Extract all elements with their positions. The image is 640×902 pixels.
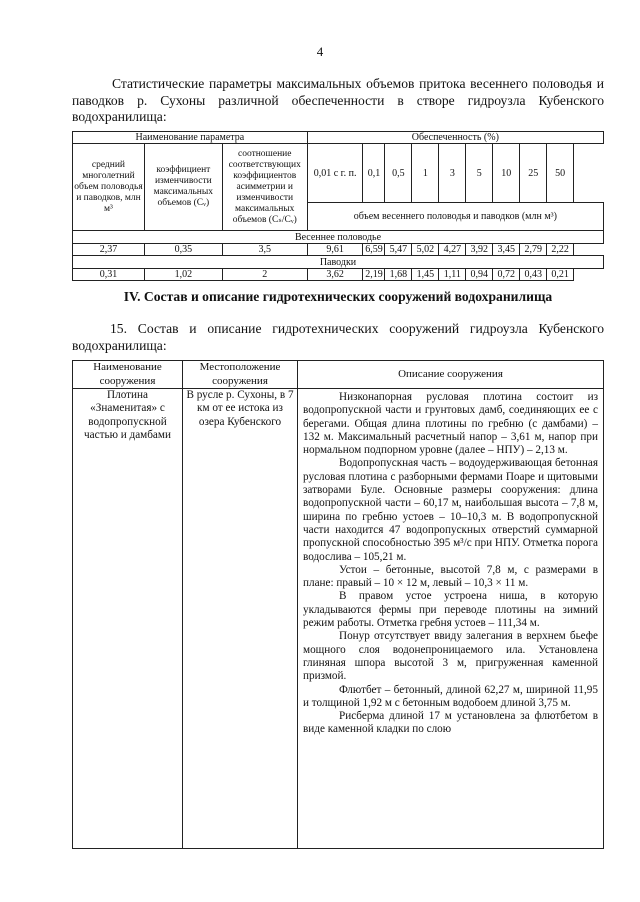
section-spring: Весеннее половодье [73,231,604,244]
table-cell: 0,21 [547,269,574,281]
statistics-table [72,131,604,281]
prob-0-5: 0,5 [385,144,412,203]
description-paragraph: Устои – бетонные, высотой 7,8 м, с размерами в плане: правый – 10 × 12 м, левый – 10,3 × 11 м. [303,563,598,590]
description-paragraph: Флютбет – бетонный, длиной 62,27 м, шириной 11,95 и толщиной 1,92 м с бетонным водобоем длиной 3,75 м. [303,683,598,709]
table-cell: 1,11 [439,269,466,281]
table-cell: 2 [222,269,307,281]
table-cell: 0,94 [466,269,493,281]
intro-paragraph: Статистические параметры максимальных объемов притока весеннего половодья и паводков р. Сухоны различной обеспеченности в створе гидроузла Кубенского водохранилища: [72,76,604,124]
header-structure-name: Наименование сооружения [73,361,183,389]
structure-description [298,389,604,849]
structure-location: В русле р. Сухоны, в 7 км от ее истока из озера Кубенского [183,389,298,849]
prob-50: 50 [547,144,574,203]
table-row-floods [73,269,604,281]
table-cell: 0,43 [520,269,547,281]
table-row-spring [73,244,604,256]
section-floods: Паводки [73,256,604,269]
prob-5: 5 [466,144,493,203]
table-cell: 3,92 [466,244,493,256]
table-cell: 2,79 [520,244,547,256]
header-parameter-name: Наименование параметра [73,132,308,144]
table-cell: 5,02 [412,244,439,256]
paragraph-15: 15. Состав и описание гидротехнических сооружений гидроузла Кубенского водохранилища: [72,321,604,353]
table-cell: 9,61 [307,244,363,256]
table-cell: 3,5 [222,244,307,256]
header-structure-description: Описание сооружения [298,361,604,389]
table-cell: 3,45 [493,244,520,256]
col-cv: коэффициент изменчивости максимальных объемов (Cᵥ) [144,144,222,231]
description-paragraph: Водопропускная часть – водоудерживающая бетонная русловая плотина с разборными фермами Поаре и щитовыми затворами Буле. Основные размеры сооружения: длина водопропускной части – 60,17 м, наибольшая высота – 7,8 м, ширина по гребню устоев – 10–10,3 м. В водопропускной части находится 47 водопропускных отверстий суммарной пропускной способностью 395 м³/с при НПУ. Отметка порога водослива – 105,21 м. [303,457,598,563]
table-cell: 0,35 [144,244,222,256]
prob-0-01: 0,01 с г. п. [307,144,363,203]
table-cell: 5,47 [385,244,412,256]
table-cell: 1,68 [385,269,412,281]
volume-note: объем весеннего половодья и паводков (млн м³) [307,203,603,231]
table-cell: 6,59 [363,244,385,256]
table-cell: 0,31 [73,269,145,281]
header-probability: Обеспеченность (%) [307,132,603,144]
description-paragraph: Рисберма длиной 17 м установлена за флютбетом в виде каменной кладки по слою [303,710,598,736]
description-paragraph: Понур отсутствует ввиду залегания в верхнем бьефе мощного слоя водонепроницаемого ила. Установлена глиняная шпора высотой 3 м, пригруженная каменной призмой. [303,630,598,683]
description-paragraph: Низконапорная русловая плотина состоит из водопропускной части и грунтовых дамб, соединяющих ее с берегами. Общая длина плотины по гребню (с дамбами) – 132 м. Максимальный расчетный напор – 3,61 м, напор при нормальном подпорном уровне (далее – НПУ) – 2,13 м. [303,391,598,457]
table-cell: 1,45 [412,269,439,281]
col-mean-volume: средний многолетний объем половодья и паводков, млн м³ [73,144,145,231]
table-cell: 4,27 [439,244,466,256]
structures-table [72,360,604,849]
table-cell: 2,19 [363,269,385,281]
table-cell: 1,02 [144,269,222,281]
description-paragraph: В правом устое устроена ниша, в которую укладываются фермы при переводе плотины на зимний режим работы. Отметка гребня устоев – 111,34 м. [303,590,598,630]
table-cell: 2,22 [547,244,574,256]
col-cs-cv-ratio: соотношение соответствующих коэффициентов асимметрии и изменчивости максимальных объемов (Cₛ/Cᵥ) [222,144,307,231]
structure-name: Плотина «Знаменитая» с водопропускной частью и дамбами [73,389,183,849]
prob-3: 3 [439,144,466,203]
page-number: 4 [316,44,324,59]
table-cell: 2,37 [73,244,145,256]
section-heading: IV. Состав и описание гидротехнических сооружений водохранилища [123,289,553,304]
header-structure-location: Местоположение сооружения [183,361,298,389]
table-cell: 0,72 [493,269,520,281]
prob-0-1: 0,1 [363,144,385,203]
prob-25: 25 [520,144,547,203]
prob-1: 1 [412,144,439,203]
table-cell: 3,62 [307,269,363,281]
prob-10: 10 [493,144,520,203]
